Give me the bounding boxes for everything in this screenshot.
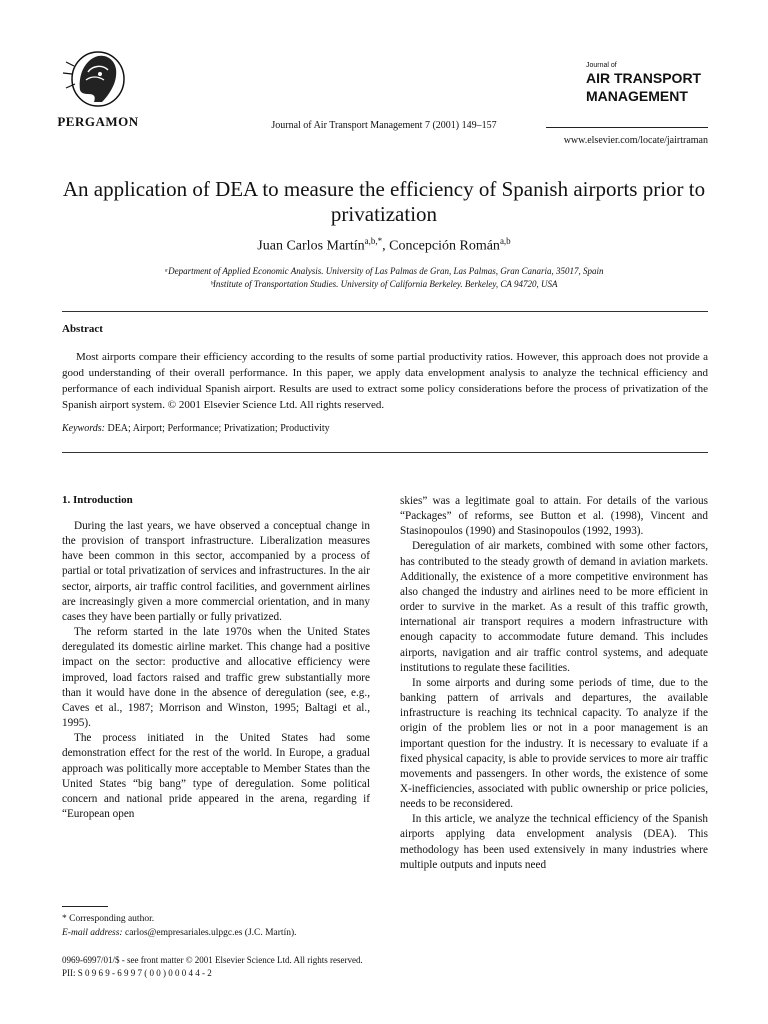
email-address[interactable]: carlos@empresariales.ulpgc.es (J.C. Martín). <box>122 928 297 938</box>
footnote-rule <box>62 906 108 907</box>
journal-name-line2: MANAGEMENT <box>586 88 688 104</box>
keywords <box>62 423 708 434</box>
body-paragraph: In this article, we analyze the technical efficiency of the Spanish airports applying data envelopment analysis (DEA). This methodology has been used extensively in many industries where multiple outputs and inputs need <box>400 813 708 871</box>
corresponding-mark[interactable]: * <box>377 236 383 246</box>
journal-logo <box>586 62 716 105</box>
body-paragraph: skies” was a legitimate goal to attain. For details of the various “Packages” of reforms, see Button et al. (1998), Vincent and Stasinopoulos (1990) and Stasinopoulos (1992, 1993). <box>400 495 708 538</box>
section-heading: 1. Introduction <box>62 494 133 506</box>
corresponding-author-note: * Corresponding author. <box>62 914 155 924</box>
author-list <box>0 236 768 255</box>
journal-name-line1: AIR TRANSPORT <box>586 70 702 86</box>
footnote <box>62 912 370 940</box>
email-note <box>62 926 370 940</box>
left-column <box>62 519 370 822</box>
header-rule <box>546 127 708 128</box>
body-paragraph: During the last years, we have observed a conceptual change in the provision of transport infrastructure. Liberalization measures have been common in this sector, accompanied by a process of partial or total privatization of services and infrastructures. In the air sector, airports, air traffic control facilities, and government airlines are increasingly given a more commercial orientation, and in many cases they have been partially or fully privatized. <box>62 520 370 623</box>
body-paragraph: Deregulation of air markets, combined with some other factors, has contributed to the steady growth of demand in aviation markets. Additionally, the existence of a more competitive environment has also changed the industry and airlines need to be more efficient in order to survive in the market. As a result of this traffic growth, international air transport requires a modern infrastructure with enough capacity to accommodate future demand. This includes airports, navigation and air traffic control systems, and adequate institutions to regulate these facilities. <box>400 540 708 674</box>
affiliation-b: ᵇInstitute of Transportation Studies. University of California Berkeley. Berkeley, CA 94720, USA <box>210 279 558 289</box>
journal-of-label: Journal of <box>586 62 617 69</box>
journal-citation: Journal of Air Transport Management 7 (2001) 149–157 <box>271 120 497 131</box>
email-label: E-mail address: <box>62 928 123 938</box>
body-paragraph: In some airports and during some periods of time, due to the banking pattern of arrivals and departures, the available infrastructure is reaching its technical capacity. To analyze if the origin of the problem lies or not in a poor management is an important question for the industry. It is necessary to evaluate if a fixed physical capacity, is able to provide services to more air traffic movements and passengers. In other words, the existence of some X-inefficiencies, associated with public ownership or price policies, needs to be reconsidered. <box>400 676 708 811</box>
affiliations <box>0 265 768 291</box>
abstract-top-rule <box>62 311 708 312</box>
keywords-list: DEA; Airport; Performance; Privatization; Productivity <box>107 423 330 434</box>
abstract-heading: Abstract <box>62 323 103 335</box>
body-paragraph: The process initiated in the United States had some demonstration effect for the rest of the world. In Europe, a gradual approach was politically more acceptable to Member States than the United States “big bang” type of deregulation. Some political concern and national pride appeared in the arena, regarding if “European open <box>62 732 370 820</box>
body-paragraph: The reform started in the late 1970s when the United States deregulated its domestic airline market. This change had a positive impact on the sector: productive and allocative efficiency were improved, load factors raised and traffic grew substantially more than it would have done in the absence of deregulation (see, e.g., Caves et al., 1987; Morrison and Winston, 1995; Baltagi et al., 1995). <box>62 626 370 730</box>
author-affil-sup: a,b, <box>364 236 378 246</box>
pii-line: PII: S 0 9 6 9 - 6 9 9 7 ( 0 0 ) 0 0 0 4 4 - 2 <box>62 968 212 978</box>
front-matter <box>62 954 363 980</box>
keywords-label: Keywords: <box>62 423 105 434</box>
affiliation-a: ᵃDepartment of Applied Economic Analysis. University of Las Palmas de Gran, Las Palmas, Gran Canaria, 35017, Spain <box>164 266 604 276</box>
author-name: Juan Carlos Martín <box>257 238 365 254</box>
abstract-bottom-rule <box>62 452 708 453</box>
copyright-line: 0969-6997/01/$ - see front matter © 2001 Elsevier Science Ltd. All rights reserved. <box>62 955 363 965</box>
paper-title: An application of DEA to measure the efficiency of Spanish airports prior to privatization <box>62 177 706 226</box>
publisher-name: PERGAMON <box>57 114 139 129</box>
author-name: Concepción Román <box>389 238 500 254</box>
pergamon-seal-icon <box>58 46 138 110</box>
journal-url[interactable]: www.elsevier.com/locate/jairtraman <box>563 135 708 146</box>
publisher-logo <box>50 46 146 130</box>
right-column <box>400 494 708 873</box>
abstract-text: Most airports compare their efficiency according to the results of some partial productivity ratios. However, this approach does not provide a good understanding of their overall performance. In this paper, we apply data envelopment analysis to analyze the technical efficiency and performance of each individual Spanish airport. Results are used to extract some policy considerations before the process of privatization of the Spanish airport system. © 2001 Elsevier Science Ltd. All rights reserved. <box>62 351 708 411</box>
author-separator: , <box>382 238 390 254</box>
author-affil-sup: a,b <box>499 236 511 246</box>
